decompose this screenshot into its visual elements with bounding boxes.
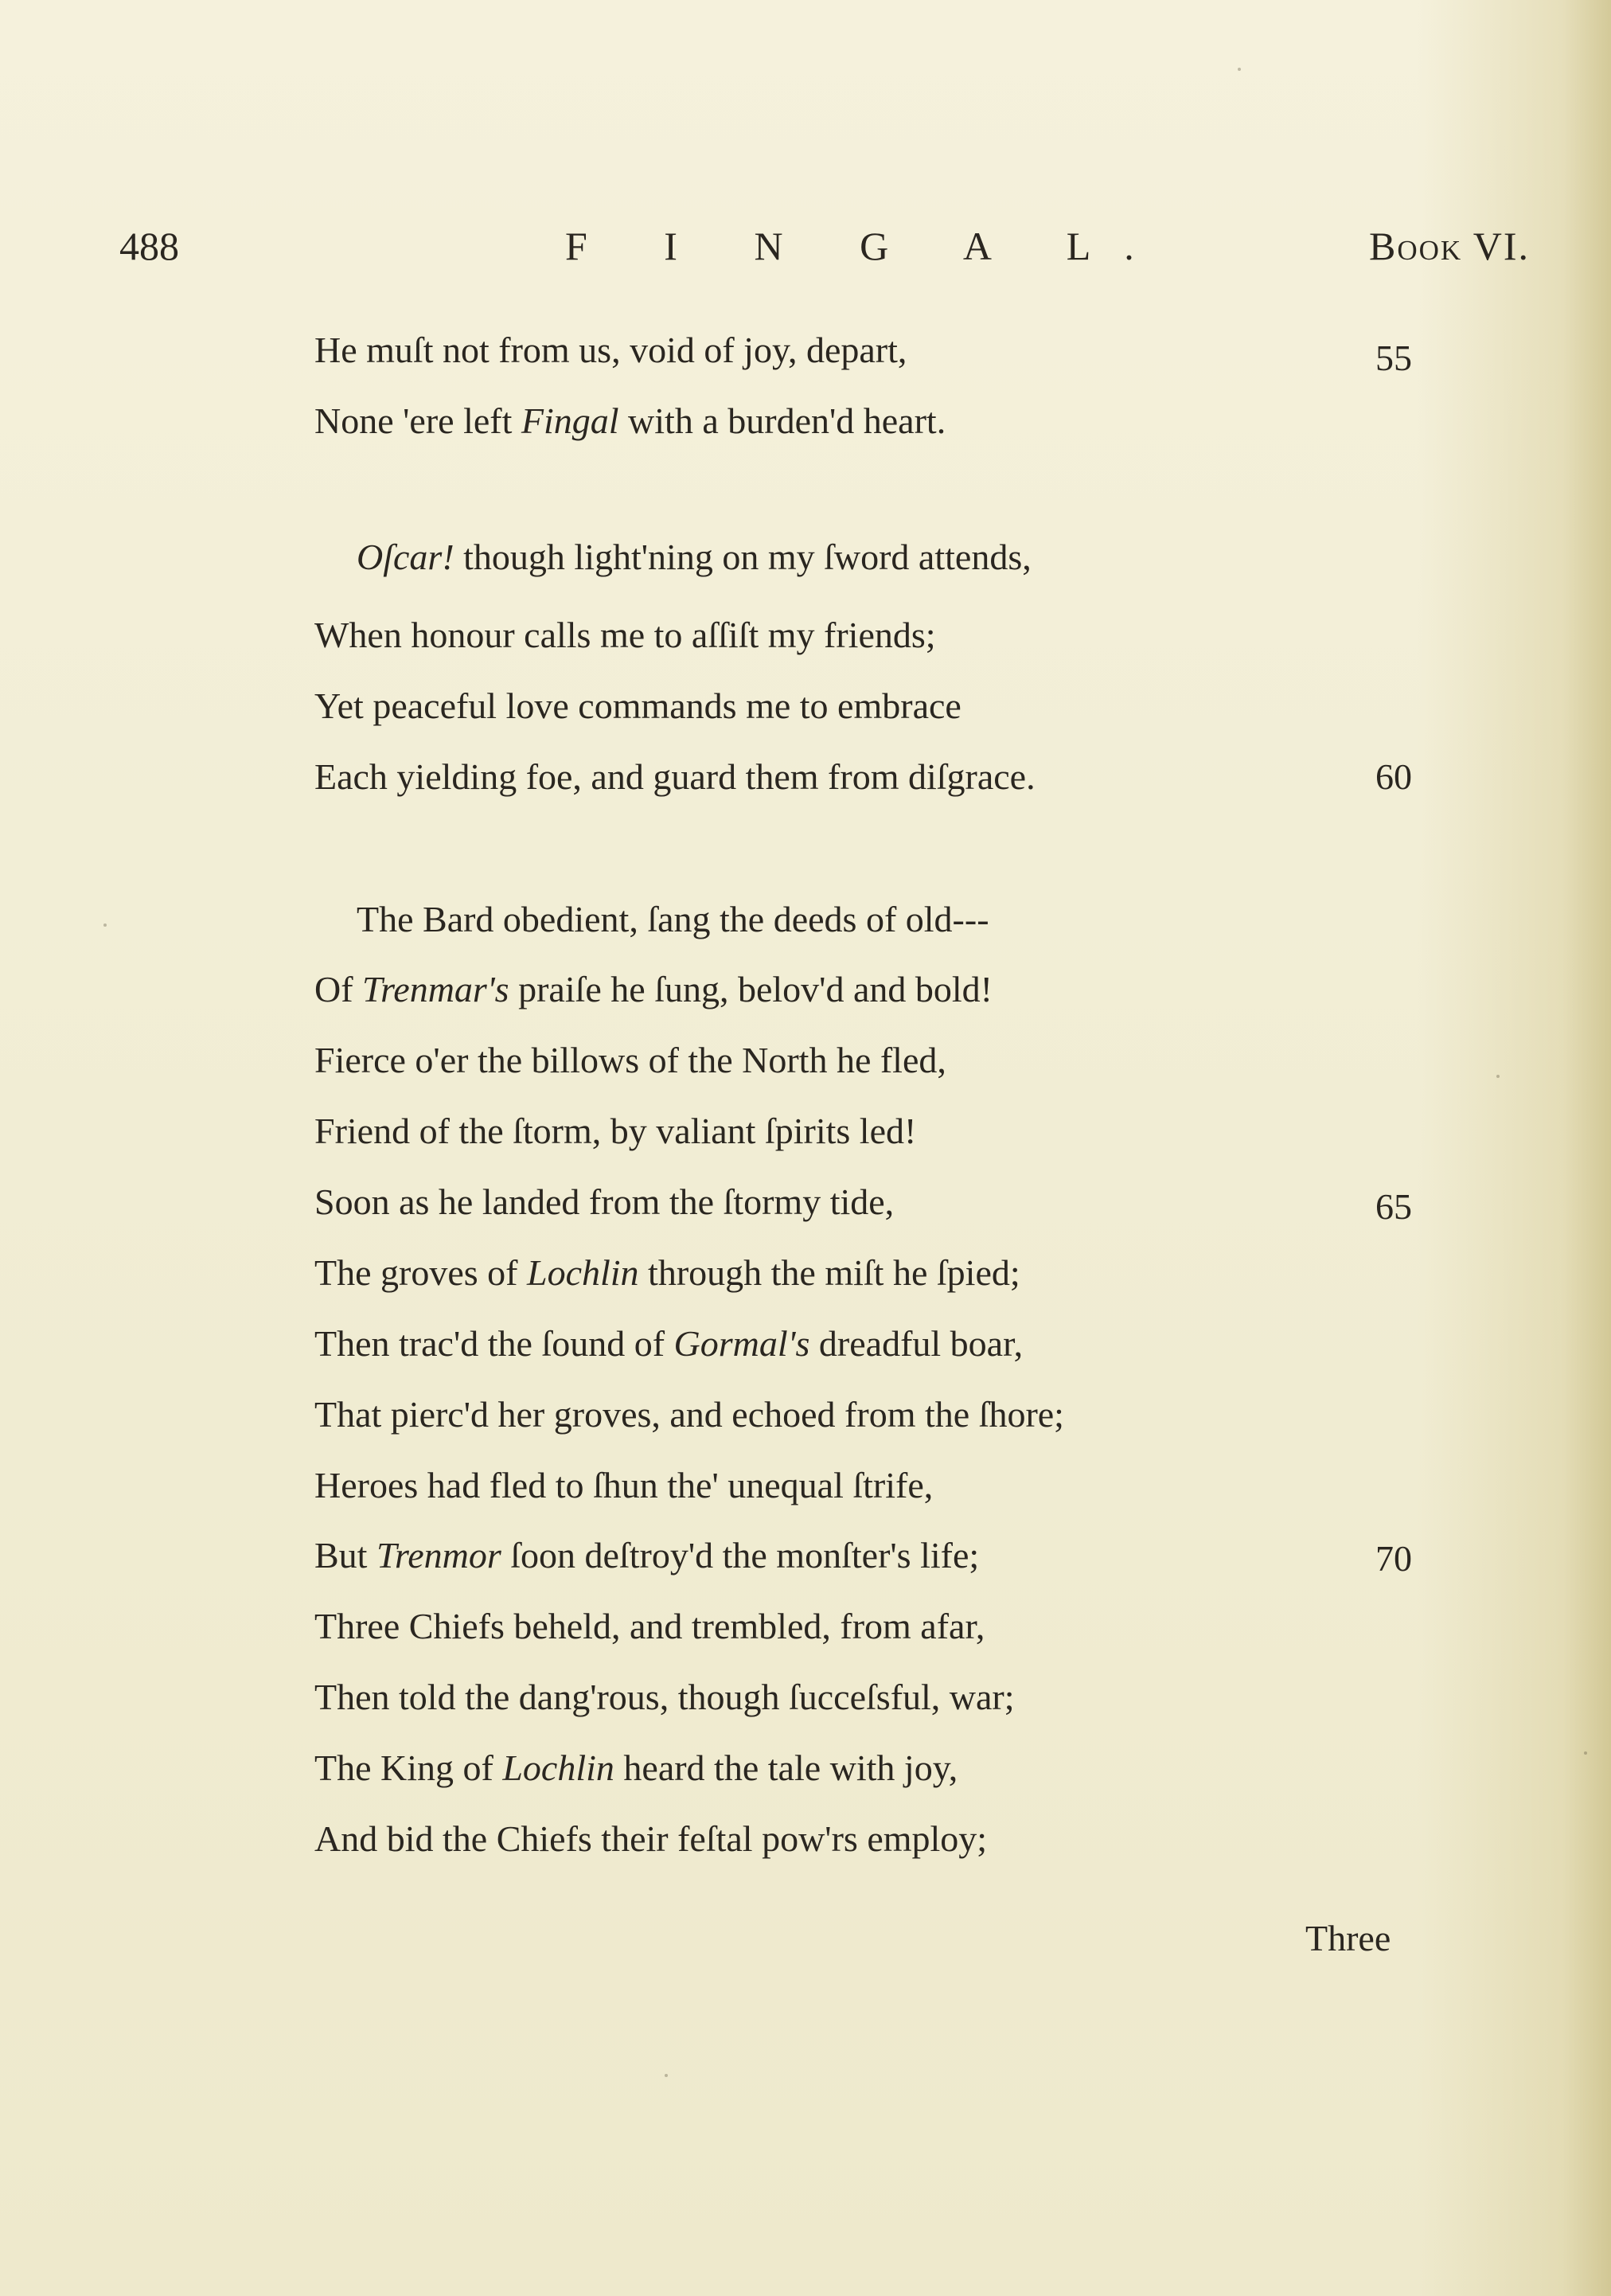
verse-line: Friend of the ſtorm, by valiant ſpirits led! xyxy=(314,1111,917,1151)
paper-speck xyxy=(1584,1751,1587,1755)
verse-line: Oſcar! though light'ning on my ſword attends, xyxy=(357,537,1032,577)
paper-speck xyxy=(665,2074,668,2077)
paper-speck xyxy=(1496,1075,1500,1078)
verse-line: None 'ere left Fingal with a burden'd heart. xyxy=(314,400,946,441)
proper-name: Trenmar's xyxy=(362,969,509,1009)
verse-line: Each yielding foe, and guard them from diſgrace. xyxy=(314,756,1036,797)
verse-line: When honour calls me to aſſiſt my friends; xyxy=(314,615,936,655)
line-number: 70 xyxy=(1375,1538,1412,1579)
proper-name: Trenmor xyxy=(376,1535,501,1576)
paper-speck xyxy=(1238,68,1241,71)
line-number: 55 xyxy=(1375,338,1412,378)
verse-line: Then told the dang'rous, though ſucceſsful, war; xyxy=(314,1677,1015,1717)
verse-line: Heroes had fled to ſhun the' unequal ſtrife, xyxy=(314,1465,934,1505)
proper-name: Fingal xyxy=(521,400,619,441)
catchword: Three xyxy=(1305,1918,1391,1958)
proper-name: Lochlin xyxy=(502,1747,614,1788)
paper-speck xyxy=(103,923,107,927)
verse-line: He muſt not from us, void of joy, depart, xyxy=(314,330,907,370)
verse-line: That pierc'd her groves, and echoed from the ſhore; xyxy=(314,1394,1064,1435)
page-number: 488 xyxy=(119,224,179,268)
proper-name: Gormal's xyxy=(673,1323,810,1364)
running-head xyxy=(0,223,1611,279)
verse-line: Then trac'd the ſound of Gormal's dreadful boar, xyxy=(314,1323,1024,1364)
line-number: 65 xyxy=(1375,1186,1412,1227)
line-number: 60 xyxy=(1375,756,1412,797)
verse-line: Three Chiefs beheld, and trembled, from afar, xyxy=(314,1606,985,1646)
proper-name: Oſcar! xyxy=(357,537,454,577)
verse-line: Yet peaceful love commands me to embrace xyxy=(314,685,962,726)
verse-line: But Trenmor ſoon deſtroy'd the monſter's life; xyxy=(314,1535,980,1576)
proper-name: Lochlin xyxy=(526,1252,639,1293)
verse-line: The groves of Lochlin through the miſt he ſpied; xyxy=(314,1252,1020,1293)
verse-line: Of Trenmar's praiſe he ſung, belov'd and bold! xyxy=(314,969,993,1009)
verse-line: The Bard obedient, ſang the deeds of old--- xyxy=(357,899,989,939)
verse-line: Fierce o'er the billows of the North he fled, xyxy=(314,1040,946,1080)
verse-line: And bid the Chiefs their feſtal pow'rs employ; xyxy=(314,1818,988,1859)
verse-line: The King of Lochlin heard the tale with joy, xyxy=(314,1747,958,1788)
book-label: Book VI. xyxy=(1369,224,1531,268)
running-title: F I N G A L. xyxy=(565,224,1168,268)
verse-line: Soon as he landed from the ſtormy tide, xyxy=(314,1181,895,1222)
